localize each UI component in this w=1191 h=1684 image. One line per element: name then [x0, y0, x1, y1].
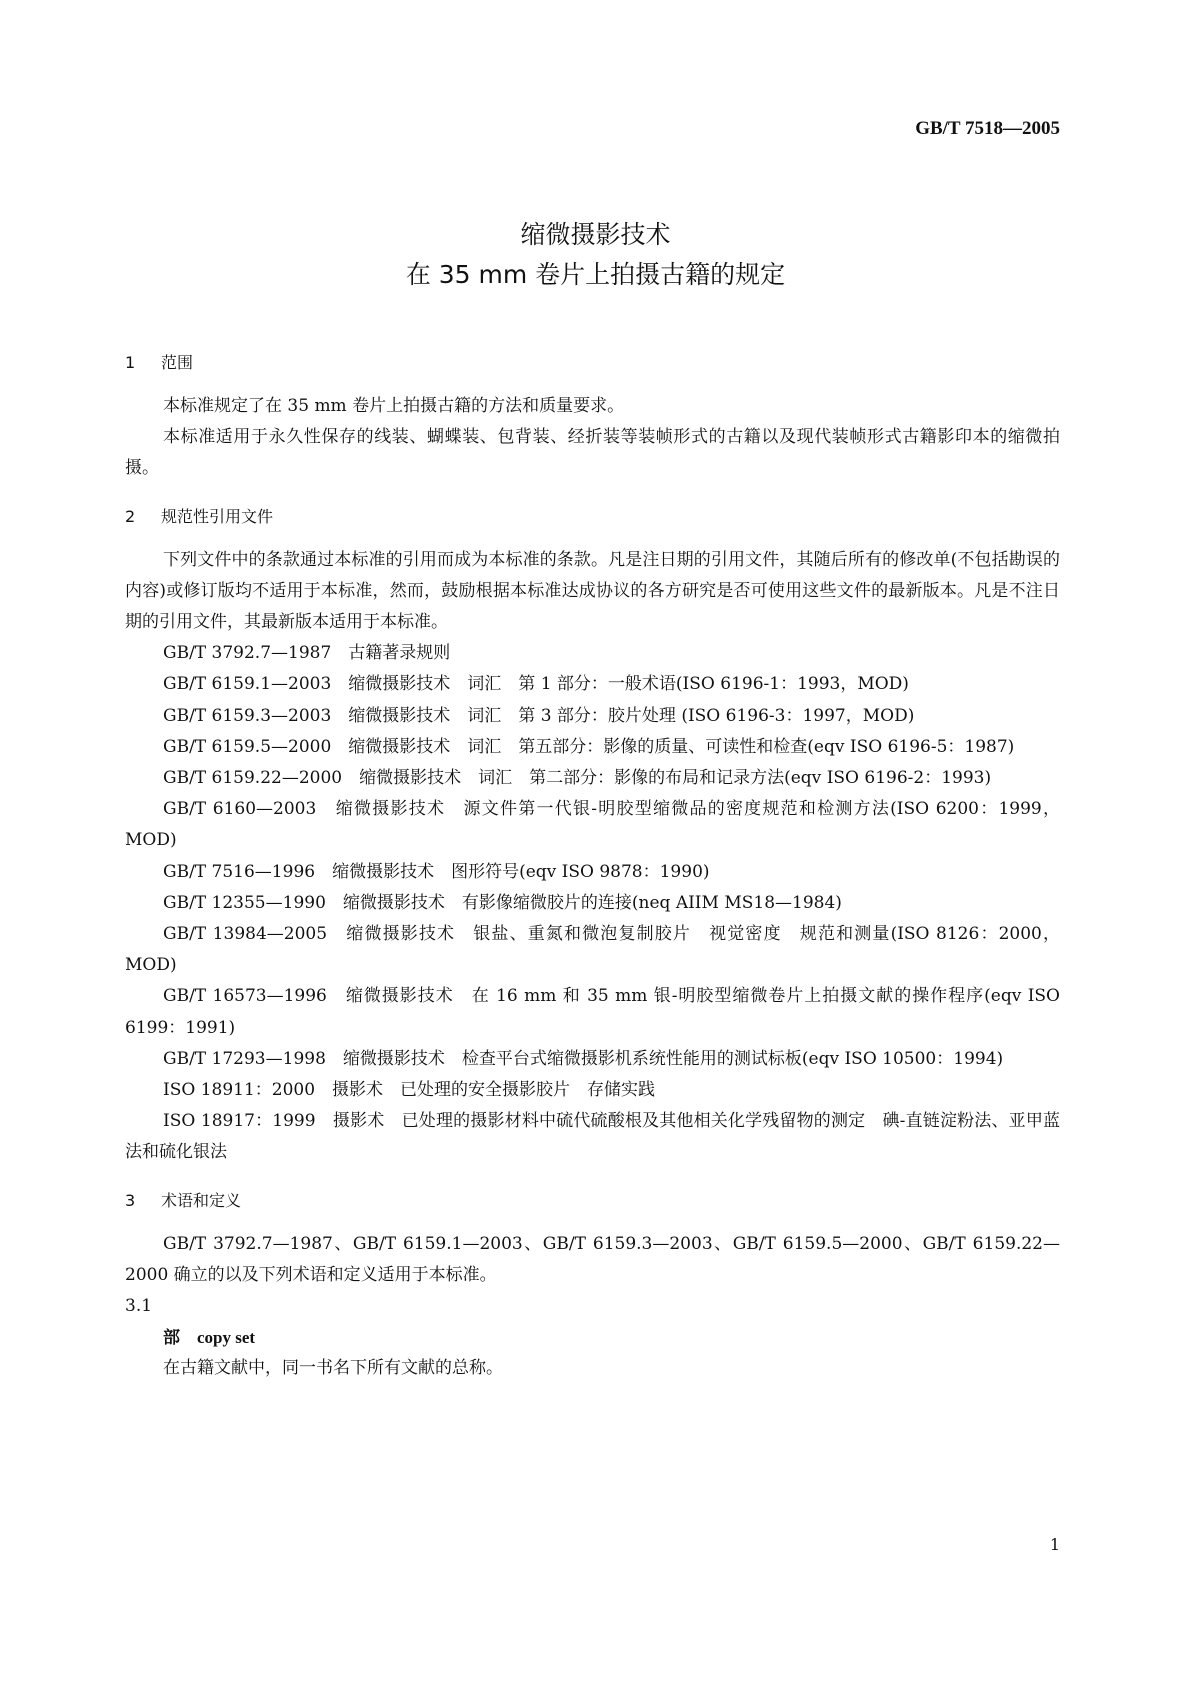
section-heading-normative-references: 2 规范性引用文件: [125, 506, 274, 526]
reference-item: GB/T 3792.7—1987 古籍著录规则: [163, 643, 451, 664]
section-heading-terms: 3 术语和定义: [125, 1190, 242, 1210]
document-title: [0, 215, 1191, 295]
title-line-2: 在 35 mm 卷片上拍摄古籍的规定: [405, 260, 786, 289]
title-line-1: 缩微摄影技术: [520, 220, 671, 249]
paragraph: 本标准规定了在 35 mm 卷片上拍摄古籍的方法和质量要求。: [163, 396, 625, 416]
reference-item: GB/T 13984—2005 缩微摄影技术 银盐、重氮和微泡复制胶片 视觉密度 规范和测量(ISO 8126：2000，MOD): [125, 924, 1060, 976]
reference-item: GB/T 6159.3—2003 缩微摄影技术 词汇 第 3 部分：胶片处理 (ISO 6196-3：1997，MOD): [163, 705, 915, 726]
reference-item: ISO 18911：2000 摄影术 已处理的安全摄影胶片 存储实践: [163, 1080, 656, 1101]
section-heading-scope: 1 范围: [125, 353, 194, 372]
reference-item: GB/T 16573—1996 缩微摄影技术 在 16 mm 和 35 mm 银-明胶型缩微卷片上拍摄文献的操作程序(eqv ISO 6199：1991): [125, 986, 1060, 1038]
term-definition: 在古籍文献中，同一书名下所有文献的总称。: [163, 1358, 503, 1379]
reference-item: GB/T 12355—1990 缩微摄影技术 有影像缩微胶片的连接(neq AIIM MS18—1984): [163, 892, 842, 913]
paragraph: GB/T 3792.7—1987、GB/T 6159.1—2003、GB/T 6159.3—2003、GB/T 6159.5—2000、GB/T 6159.22—2000 确立的以及下列术语和定义适用于本标准。: [125, 1233, 1060, 1285]
document-body: [125, 345, 1060, 1385]
reference-item: GB/T 6159.5—2000 缩微摄影技术 词汇 第五部分：影像的质量、可读性和检查(eqv ISO 6196-5：1987): [163, 736, 1015, 757]
standard-number: GB/T 7518—2005: [915, 118, 1060, 139]
page-number: 1: [1049, 1535, 1060, 1554]
paragraph: 下列文件中的条款通过本标准的引用而成为本标准的条款。凡是注日期的引用文件，其随后所有的修改单(不包括勘误的内容)或修订版均不适用于本标准，然而，鼓励根据本标准达成协议的各方研究是否可使用这些文件的最新版本。凡是不注日期的引用文件，其最新版本适用于本标准。: [125, 549, 1060, 633]
term-heading: 部 copy set: [163, 1328, 256, 1348]
reference-item: GB/T 6159.22—2000 缩微摄影技术 词汇 第二部分：影像的布局和记录方法(eqv ISO 6196-2：1993): [163, 768, 992, 789]
reference-item: GB/T 6160—2003 缩微摄影技术 源文件第一代银-明胶型缩微品的密度规范和检测方法(ISO 6200：1999，MOD): [125, 799, 1060, 851]
reference-item: ISO 18917：1999 摄影术 已处理的摄影材料中硫代硫酸根及其他相关化学残留物的测定 碘-直链淀粉法、亚甲蓝法和硫化银法: [125, 1111, 1060, 1163]
paragraph: 本标准适用于永久性保存的线装、蝴蝶装、包背装、经折装等装帧形式的古籍以及现代装帧形式古籍影印本的缩微拍摄。: [125, 427, 1060, 479]
reference-item: GB/T 17293—1998 缩微摄影技术 检查平台式缩微摄影机系统性能用的测试标板(eqv ISO 10500：1994): [163, 1048, 1004, 1069]
clause-number: 3.1: [125, 1296, 153, 1317]
reference-item: GB/T 7516—1996 缩微摄影技术 图形符号(eqv ISO 9878：1990): [163, 861, 710, 882]
reference-item: GB/T 6159.1—2003 缩微摄影技术 词汇 第 1 部分：一般术语(ISO 6196-1：1993，MOD): [163, 674, 909, 695]
